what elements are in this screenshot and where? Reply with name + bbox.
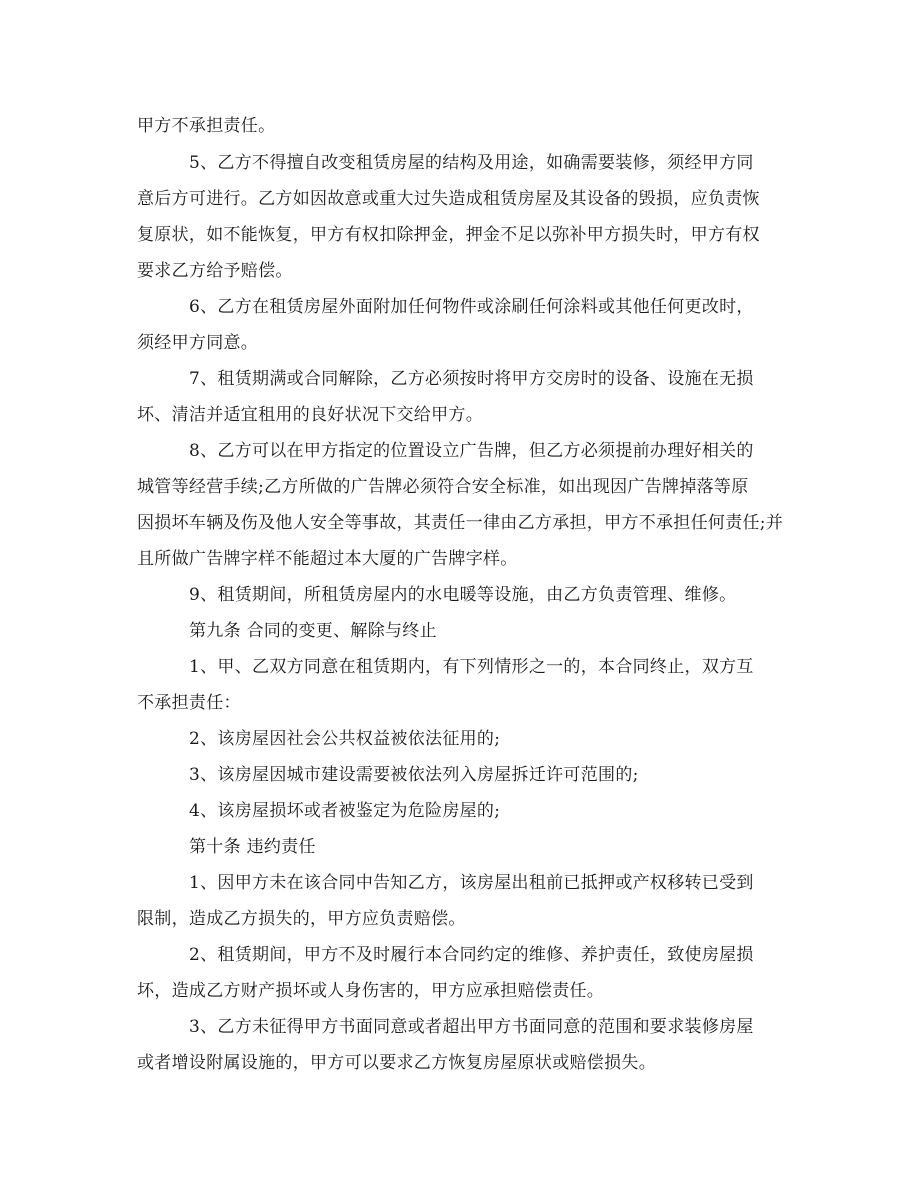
text-line: 4、该房屋损坏或者被鉴定为危险房屋的; — [189, 801, 501, 821]
text-line: 1、甲、乙双方同意在租赁期内，有下列情形之一的，本合同终止，双方互 — [189, 657, 754, 677]
text-line: 限制，造成乙方损失的，甲方应负责赔偿。 — [137, 909, 466, 929]
section-heading: 第十条 违约责任 — [189, 837, 316, 857]
text-line: 9、租赁期间，所租赁房屋内的水电暖等设施，由乙方负责管理、维修。 — [189, 585, 737, 605]
text-line: 8、乙方可以在甲方指定的位置设立广告牌，但乙方必须提前办理好相关的 — [189, 441, 754, 461]
section-heading: 第九条 合同的变更、解除与终止 — [189, 621, 437, 641]
text-line: 须经甲方同意。 — [137, 333, 259, 353]
text-line: 甲方不承担责任。 — [137, 116, 276, 136]
text-line: 7、租赁期满或合同解除，乙方必须按时将甲方交房时的设备、设施在无损 — [189, 369, 754, 389]
text-line: 3、乙方未征得甲方书面同意或者超出甲方书面同意的范围和要求装修房屋 — [189, 1017, 754, 1037]
text-line: 2、该房屋因社会公共权益被依法征用的; — [189, 729, 501, 749]
text-line: 3、该房屋因城市建设需要被依法列入房屋拆迁许可范围的; — [189, 765, 639, 785]
text-line: 且所做广告牌字样不能超过本大厦的广告牌字样。 — [137, 549, 518, 569]
text-line: 因损坏车辆及伤及他人安全等事故，其责任一律由乙方承担，甲方不承担任何责任;并 — [137, 513, 784, 533]
text-line: 复原状，如不能恢复，甲方有权扣除押金，押金不足以弥补甲方损失时，甲方有权 — [137, 225, 760, 245]
text-line: 2、租赁期间，甲方不及时履行本合同约定的维修、养护责任，致使房屋损 — [189, 945, 754, 965]
text-line: 坏，造成乙方财产损坏或人身伤害的，甲方应承担赔偿责任。 — [137, 981, 605, 1001]
text-line: 不承担责任： — [137, 693, 241, 713]
text-line: 意后方可进行。乙方如因故意或重大过失造成租赁房屋及其设备的毁损，应负责恢 — [137, 189, 760, 209]
text-line: 6、乙方在租赁房屋外面附加任何物件或涂刷任何涂料或其他任何更改时， — [189, 297, 754, 317]
text-line: 城管等经营手续;乙方所做的广告牌必须符合安全标准，如出现因广告牌掉落等原 — [137, 477, 749, 497]
text-line: 或者增设附属设施的，甲方可以要求乙方恢复房屋原状或赔偿损失。 — [137, 1053, 656, 1073]
text-line: 要求乙方给予赔偿。 — [137, 261, 293, 281]
text-line: 坏、清洁并适宜租用的良好状况下交给甲方。 — [137, 405, 483, 425]
text-line: 5、乙方不得擅自改变租赁房屋的结构及用途，如确需要装修，须经甲方同 — [189, 153, 754, 173]
text-line: 1、因甲方未在该合同中告知乙方，该房屋出租前已抵押或产权移转已受到 — [189, 873, 754, 893]
